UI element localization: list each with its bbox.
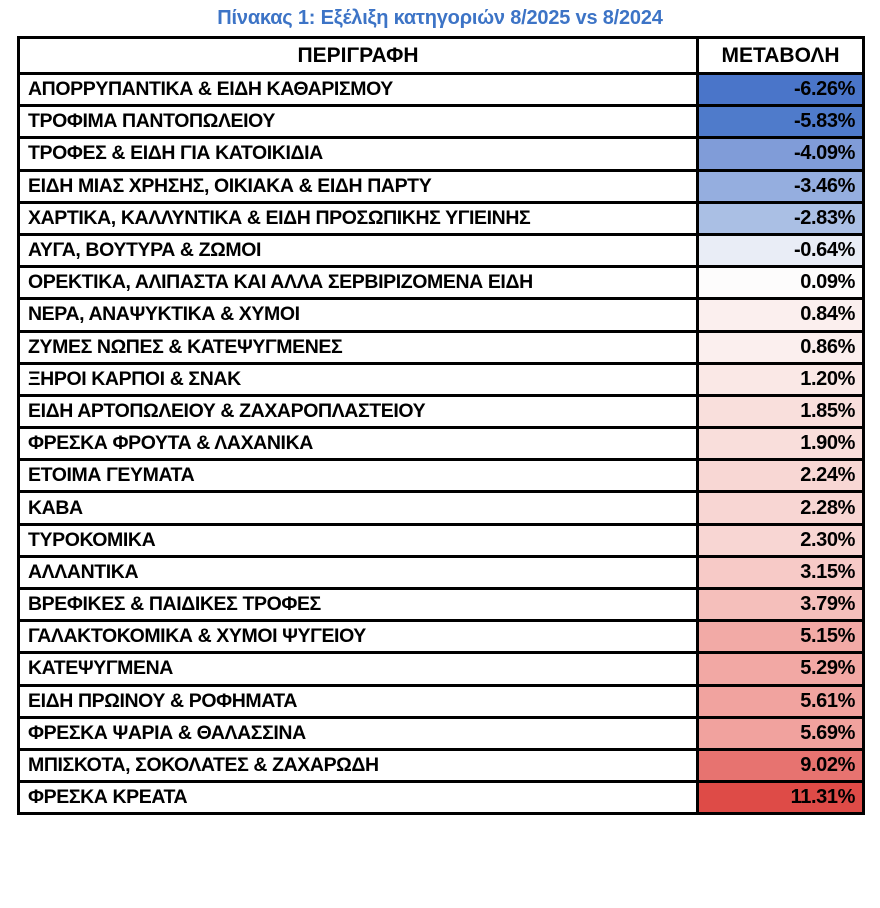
table-row (19, 234, 864, 266)
table-row (19, 492, 864, 524)
table-row (19, 363, 864, 395)
category-cell: ΑΠΟΡΡΥΠΑΝΤΙΚΑ & ΕΙΔΗ ΚΑΘΑΡΙΣΜΟΥ (19, 74, 698, 106)
change-value-cell: 0.84% (698, 299, 864, 331)
categories-change-table (17, 36, 865, 815)
category-cell: ΕΙΔΗ ΠΡΩΙΝΟΥ & ΡΟΦΗΜΑΤΑ (19, 685, 698, 717)
table-row (19, 589, 864, 621)
change-value-cell: -5.83% (698, 106, 864, 138)
change-value-cell: 2.24% (698, 460, 864, 492)
category-cell: ΞΗΡΟΙ ΚΑΡΠΟΙ & ΣΝΑΚ (19, 363, 698, 395)
change-value-cell: -3.46% (698, 170, 864, 202)
category-cell: ΚΑΤΕΨΥΓΜΕΝΑ (19, 653, 698, 685)
change-value-cell: -0.64% (698, 234, 864, 266)
category-cell: ΟΡΕΚΤΙΚΑ, ΑΛΙΠΑΣΤΑ ΚΑΙ ΑΛΛΑ ΣΕΡΒΙΡΙΖΟΜΕΝΑ ΕΙΔΗ (19, 267, 698, 299)
table-row (19, 299, 864, 331)
category-cell: ΧΑΡΤΙΚΑ, ΚΑΛΛΥΝΤΙΚΑ & ΕΙΔΗ ΠΡΟΣΩΠΙΚΗΣ ΥΓΙΕΙΝΗΣ (19, 202, 698, 234)
table-row (19, 170, 864, 202)
table-row (19, 395, 864, 427)
change-value-cell: 3.79% (698, 589, 864, 621)
change-value-cell: 5.15% (698, 621, 864, 653)
category-cell: ΜΠΙΣΚΟΤΑ, ΣΟΚΟΛΑΤΕΣ & ΖΑΧΑΡΩΔΗ (19, 749, 698, 781)
category-cell: ΑΛΛΑΝΤΙΚΑ (19, 556, 698, 588)
change-value-cell: 1.85% (698, 395, 864, 427)
table-row (19, 202, 864, 234)
category-cell: ΚΑΒΑ (19, 492, 698, 524)
change-value-cell: 1.90% (698, 428, 864, 460)
table-title: Πίνακας 1: Εξέλιξη κατηγοριών 8/2025 vs 8/2024 (217, 7, 663, 29)
category-cell: ΕΤΟΙΜΑ ΓΕΥΜΑΤΑ (19, 460, 698, 492)
header-row (19, 38, 864, 74)
change-value-cell: -4.09% (698, 138, 864, 170)
change-value-cell: 2.28% (698, 492, 864, 524)
change-value-cell: 0.86% (698, 331, 864, 363)
table-row (19, 621, 864, 653)
table-row (19, 749, 864, 781)
table-body (19, 74, 864, 814)
category-cell: ΤΥΡΟΚΟΜΙΚΑ (19, 524, 698, 556)
change-value-cell: 3.15% (698, 556, 864, 588)
table-row (19, 556, 864, 588)
change-value-cell: 5.61% (698, 685, 864, 717)
change-value-cell: -6.26% (698, 74, 864, 106)
table-row (19, 138, 864, 170)
category-cell: ΕΙΔΗ ΑΡΤΟΠΩΛΕΙΟΥ & ΖΑΧΑΡΟΠΛΑΣΤΕΙΟΥ (19, 395, 698, 427)
change-value-cell: 5.69% (698, 717, 864, 749)
change-value-cell: 1.20% (698, 363, 864, 395)
category-cell: ΒΡΕΦΙΚΕΣ & ΠΑΙΔΙΚΕΣ ΤΡΟΦΕΣ (19, 589, 698, 621)
table-row (19, 460, 864, 492)
category-cell: ΕΙΔΗ ΜΙΑΣ ΧΡΗΣΗΣ, ΟΙΚΙΑΚΑ & ΕΙΔΗ ΠΑΡΤΥ (19, 170, 698, 202)
category-cell: ΝΕΡΑ, ΑΝΑΨΥΚΤΙΚΑ & ΧΥΜΟΙ (19, 299, 698, 331)
change-value-cell: 9.02% (698, 749, 864, 781)
column-header-change: ΜΕΤΑΒΟΛΗ (698, 38, 864, 74)
category-cell: ΤΡΟΦΙΜΑ ΠΑΝΤΟΠΩΛΕΙΟΥ (19, 106, 698, 138)
change-value-cell: 5.29% (698, 653, 864, 685)
table-row (19, 428, 864, 460)
category-cell: ΑΥΓΑ, ΒΟΥΤΥΡΑ & ΖΩΜΟΙ (19, 234, 698, 266)
table-row (19, 717, 864, 749)
column-header-description: ΠΕΡΙΓΡΑΦΗ (19, 38, 698, 74)
table-row (19, 685, 864, 717)
category-cell: ΦΡΕΣΚΑ ΦΡΟΥΤΑ & ΛΑΧΑΝΙΚΑ (19, 428, 698, 460)
change-value-cell: 11.31% (698, 782, 864, 814)
category-cell: ΓΑΛΑΚΤΟΚΟΜΙΚΑ & ΧΥΜΟΙ ΨΥΓΕΙΟΥ (19, 621, 698, 653)
category-cell: ΖΥΜΕΣ ΝΩΠΕΣ & ΚΑΤΕΨΥΓΜΕΝΕΣ (19, 331, 698, 363)
change-value-cell: -2.83% (698, 202, 864, 234)
table-row (19, 267, 864, 299)
change-value-cell: 0.09% (698, 267, 864, 299)
category-cell: ΦΡΕΣΚΑ ΨΑΡΙΑ & ΘΑΛΑΣΣΙΝΑ (19, 717, 698, 749)
table-row (19, 106, 864, 138)
table-row (19, 74, 864, 106)
category-cell: ΤΡΟΦΕΣ & ΕΙΔΗ ΓΙΑ ΚΑΤΟΙΚΙΔΙΑ (19, 138, 698, 170)
table-row (19, 782, 864, 814)
category-cell: ΦΡΕΣΚΑ ΚΡΕΑΤΑ (19, 782, 698, 814)
table-row (19, 331, 864, 363)
table-row (19, 653, 864, 685)
change-value-cell: 2.30% (698, 524, 864, 556)
table-row (19, 524, 864, 556)
